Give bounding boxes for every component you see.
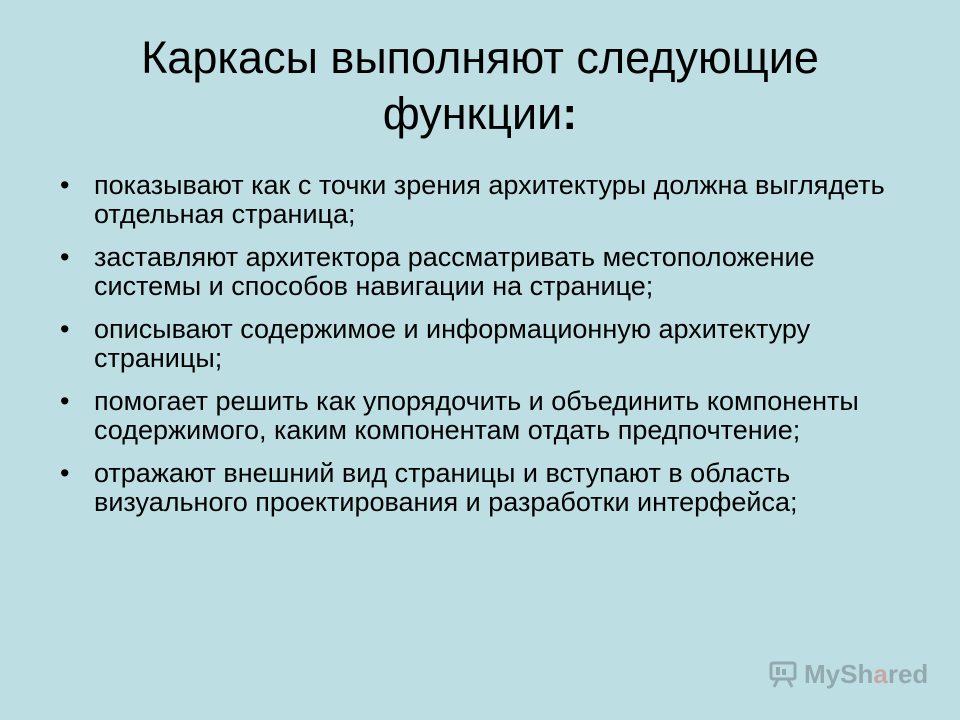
presentation-board-icon xyxy=(768,659,798,689)
bullet-list xyxy=(60,171,900,531)
bullet-marker: • xyxy=(60,314,70,344)
bullet-marker: • xyxy=(60,458,70,488)
bullet-text: показывают как с точки зрения архитектуры должна выглядеть отдельная страница; xyxy=(94,170,885,229)
bullet-text: помогает решить как упорядочить и объединить компоненты содержимого, каким компонентам отдать предпочтение; xyxy=(94,386,859,445)
watermark-brand-part3: a xyxy=(873,659,888,689)
bullet-marker: • xyxy=(60,242,70,272)
bullet-text: заставляют архитектора рассматривать местоположение системы и способов навигации на странице; xyxy=(94,242,815,301)
watermark-brand-part4: red xyxy=(887,659,929,689)
slide-title-colon: : xyxy=(562,88,578,139)
slide-title xyxy=(48,30,912,142)
watermark-brand xyxy=(804,659,928,689)
bullet-marker: • xyxy=(60,170,70,200)
watermark-brand-part1: My xyxy=(804,659,841,689)
bullet-item xyxy=(60,459,900,517)
bullet-text: описывают содержимое и информационную архитектуру страницы; xyxy=(94,314,811,373)
bullet-item xyxy=(60,171,900,229)
bullet-item xyxy=(60,387,900,445)
bullet-item xyxy=(60,243,900,301)
myshared-watermark xyxy=(768,656,928,692)
bullet-text: отражают внешний вид страницы и вступают в область визуального проектирования и разработки интерфейса; xyxy=(94,458,798,517)
bullet-marker: • xyxy=(60,386,70,416)
slide-title-text: Каркасы выполняют следующие функции xyxy=(141,32,819,139)
watermark-brand-part2: Sh xyxy=(840,659,874,689)
bullet-item xyxy=(60,315,900,373)
